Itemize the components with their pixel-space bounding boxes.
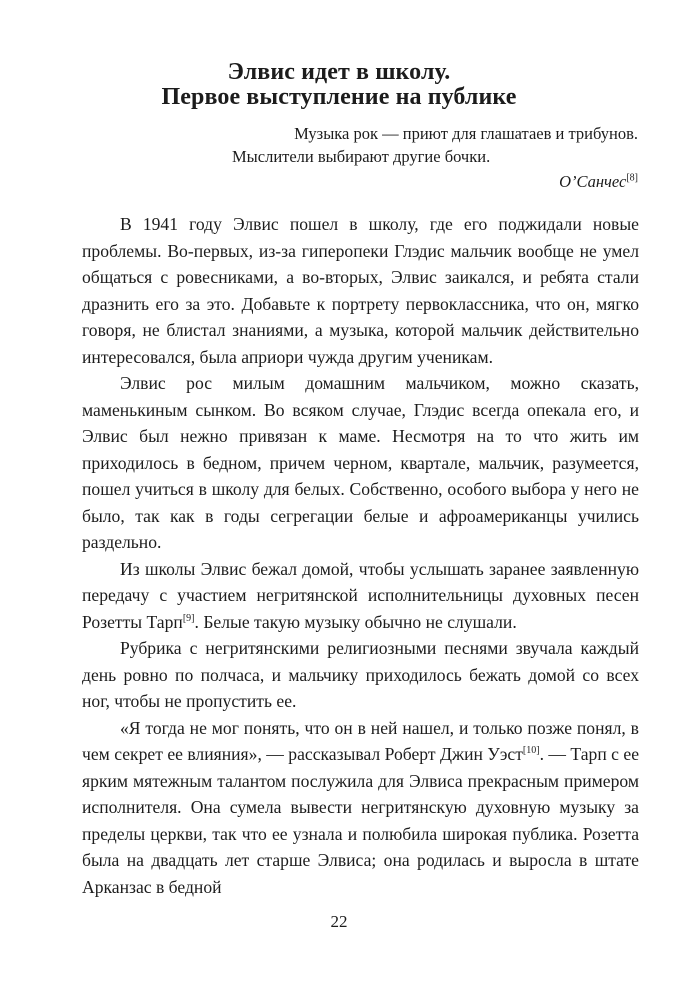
paragraph-5-text-a: «Я тогда не мог понять, что он в ней нашел, и только позже понял, в чем секрет ее влияния», — рассказывал Роберт Джин Уэст bbox=[82, 717, 639, 764]
paragraph-5-text-b: . — Тарп с ее ярким мятежным талантом послужила для Элвиса прекрасным примером исполнителя. Она сумела вывести негритянскую духовную музыку за пределы церкви, так что ее узнала и полюбила широкая публика. Розетта была на двадцать лет старше Элвиса; она родилась и выросла в штате Арканзас в бедной bbox=[82, 744, 640, 897]
chapter-title-line-1: Элвис идет в школу. bbox=[227, 59, 451, 85]
epigraph-line-1: Музыка рок — приют для глашатаев и трибунов. bbox=[294, 124, 638, 143]
chapter-title-line-2: Первое выступление на публике bbox=[161, 84, 517, 110]
body-text bbox=[82, 211, 639, 900]
paragraph-2: Элвис рос милым домашним мальчиком, можно сказать, маменькиным сынком. Во всяком случае, Глэдис всегда опекала его, и Элвис был нежно привязан к маме. Несмотря на то что жить им приходилось в бедном, причем черном, квартале, мальчик, разумеется, пошел учиться в школу для белых. Собственно, особого выбора у него не было, так как в годы сегрегации белые и афроамериканцы учились раздельно. bbox=[82, 373, 639, 552]
footnote-ref-8[interactable]: [8] bbox=[626, 172, 638, 184]
paragraph-4: Рубрика с негритянскими религиозными песнями звучала каждый день ровно по полчаса, и мальчику приходилось бежать домой со всех ног, чтобы не пропустить ее. bbox=[82, 638, 639, 711]
chapter-title bbox=[0, 60, 678, 110]
epigraph-author-name: О’Санчес bbox=[559, 172, 627, 191]
epigraph bbox=[120, 122, 638, 193]
paragraph-3 bbox=[82, 556, 639, 636]
paragraph-3-text-b: . Белые такую музыку обычно не слушали. bbox=[194, 611, 517, 632]
epigraph-author bbox=[120, 170, 638, 193]
paragraph-3-text-a: Из школы Элвис бежал домой, чтобы услышать заранее заявленную передачу с участием негритянской исполнительницы духовных песен Розетты Тарп bbox=[82, 558, 639, 632]
footnote-ref-9[interactable]: [9] bbox=[182, 612, 195, 624]
paragraph-1: В 1941 году Элвис пошел в школу, где его поджидали новые проблемы. Во-первых, из-за гиперопеки Глэдис мальчик вообще не умел общаться с ровесниками, а во-вторых, Элвис заикался, и ребята стали дразнить его за это. Добавьте к портрету первоклассника, что он, мягко говоря, не блистал знаниями, а музыка, которой мальчик действительно интересовался, была априори чужда другим ученикам. bbox=[82, 214, 639, 367]
paragraph-5 bbox=[82, 715, 639, 901]
page-number: 22 bbox=[330, 912, 348, 931]
epigraph-line-2: Мыслители выбирают другие бочки. bbox=[232, 147, 491, 166]
footnote-ref-10[interactable]: [10] bbox=[522, 745, 540, 757]
